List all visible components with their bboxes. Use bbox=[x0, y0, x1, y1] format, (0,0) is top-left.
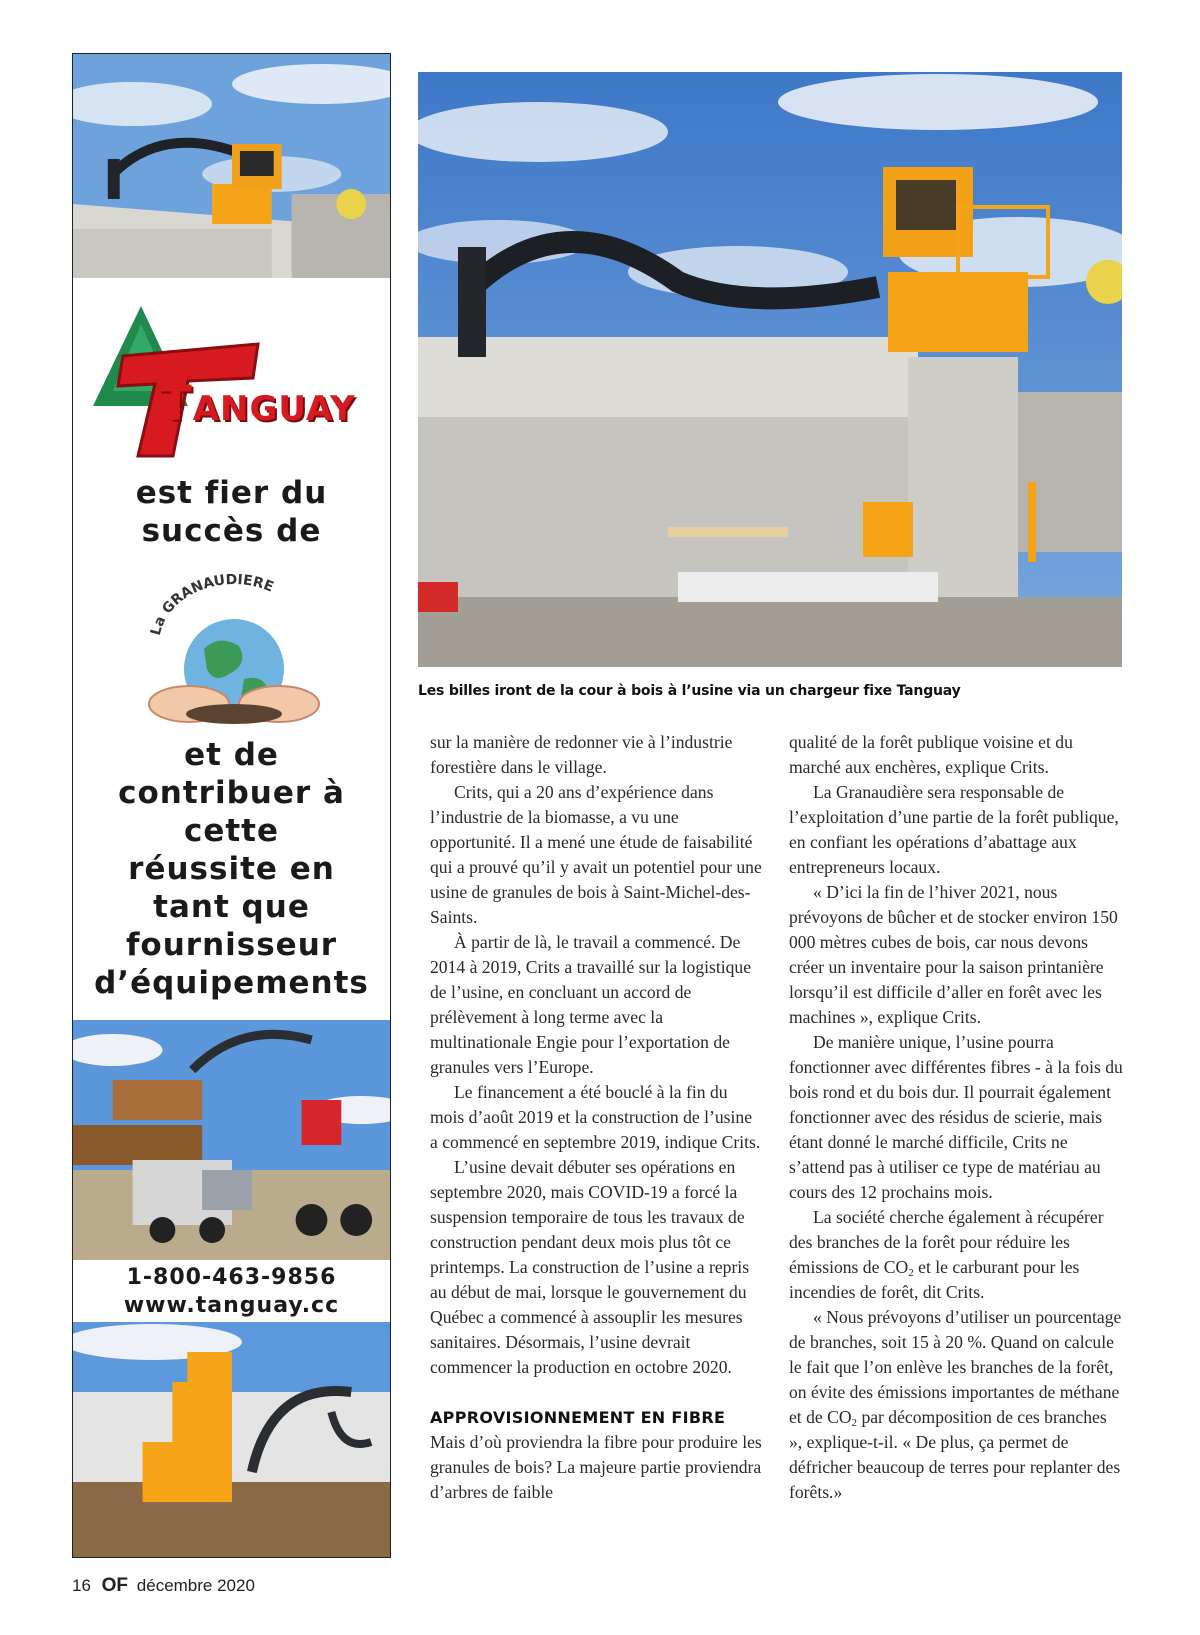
paragraph: Mais d’où proviendra la fibre pour produire les granules de bois? La majeure partie proviendra d’arbres de faible bbox=[430, 1432, 762, 1502]
paragraph: La société cherche également à récupérer des branches de la forêt pour réduire les émissions de $CO_2$ et le carburant pour les incendies de forêt, dit Crits. bbox=[789, 1207, 1104, 1302]
subscript: 2 bbox=[908, 1267, 914, 1279]
ad-contact-block bbox=[73, 1264, 390, 1320]
ad-headline-supplier: et de contribuer à cette réussite en tant que fournisseur d’équipements bbox=[94, 737, 369, 1001]
granaudiere-logo bbox=[129, 574, 339, 734]
ad-phone: 1-800-463-9856 bbox=[126, 1265, 337, 1290]
paragraph: L’usine devait débuter ses opérations en septembre 2020, mais COVID-19 a forcé la suspension temporaire de tous les travaux de construction pendant deux mois plus tôt ce printemps. La construction de l’usine a repris au début de mai, lorsque le gouvernement du Québec a commencé à assouplir les mesures sanitaires. Désormais, l’usine devrait commencer la production en octobre 2020. bbox=[430, 1157, 750, 1377]
brand-name: Tanguay bbox=[159, 376, 356, 432]
article-column-1 bbox=[430, 730, 764, 1505]
ad-headline-proud: est fier du succès de bbox=[135, 475, 328, 549]
paragraph: Crits, qui a 20 ans d’expérience dans l’industrie de la biomasse, a vu une opportunité. Il a mené une étude de faisabilité qui a prouvé qu’il y avait un potentiel pour une usine de granules de bois à Saint-Michel-des-Saints. bbox=[430, 782, 762, 927]
article-column-2 bbox=[789, 730, 1123, 1505]
magazine-name: OF bbox=[101, 1575, 129, 1596]
paragraph: Le financement a été bouclé à la fin du mois d’août 2019 et la construction de l’usine a commencé en septembre 2019, indique Crits. bbox=[430, 1082, 761, 1152]
section-heading: APPROVISIONNEMENT EN FIBRE bbox=[430, 1408, 726, 1427]
svg-text:La GRANAUDIÈRE: La GRANAUDIÈRE bbox=[147, 574, 276, 638]
issue-date: décembre 2020 bbox=[136, 1576, 255, 1595]
ad-photo-loader-wall bbox=[73, 54, 390, 278]
ad-website: www.tanguay.cc bbox=[123, 1293, 340, 1318]
paragraph: qualité de la forêt publique voisine et du marché aux enchères, explique Crits. bbox=[789, 732, 1073, 777]
paragraph: « D’ici la fin de l’hiver 2021, nous prévoyons de bûcher et de stocker environ 150 000 mètres cubes de bois, car nous devons créer un inventaire pour la saison printanière lorsqu’il est difficile d’aller en forêt avec les machines », explique Crits. bbox=[789, 882, 1118, 1027]
ad-photo-orange-loader bbox=[73, 1322, 390, 1558]
tanguay-logo bbox=[83, 296, 383, 471]
page-number: 16 bbox=[72, 1576, 91, 1595]
page-footer bbox=[72, 1575, 255, 1597]
tanguay-advertisement bbox=[72, 53, 391, 1558]
subscript: 2 bbox=[851, 1417, 858, 1429]
main-photo-fixed-loader bbox=[418, 72, 1122, 667]
paragraph: « Nous prévoyons d’utiliser un pourcentage de branches, soit 15 à 20 %. Quand on calcule le fait que l’on enlève les branches de la forêt, on évite des émissions importantes de méthane et de $CO_2$ par décomposition de ces branches », explique-t-il. « De plus, ça permet de défricher beaucoup de terres pour replanter des forêts.» bbox=[789, 1307, 1122, 1502]
paragraph: sur la manière de redonner vie à l’industrie forestière dans le village. bbox=[430, 732, 733, 777]
ad-photo-log-truck bbox=[73, 1020, 390, 1260]
photo-caption: Les billes iront de la cour à bois à l’usine via un chargeur fixe Tanguay bbox=[418, 683, 961, 699]
paragraph: De manière unique, l’usine pourra fonctionner avec différentes fibres - à la fois du bois rond et du bois dur. Il pourrait également fonctionner avec des résidus de scierie, mais étant donné le marché difficile, Crits ne s’attend pas à utiliser ce type de matériau au cours des 12 prochains mois. bbox=[789, 1032, 1123, 1202]
paragraph: La Granaudière sera responsable de l’exploitation d’une partie de la forêt publique, en confiant les opérations d’abattage aux entrepreneurs locaux. bbox=[789, 782, 1119, 877]
paragraph: À partir de là, le travail a commencé. De 2014 à 2019, Crits a travaillé sur la logistique de l’usine, en concluant un accord de prélèvement à long terme avec la multinationale Engie pour l’exportation de granules vers l’Europe. bbox=[430, 932, 752, 1077]
